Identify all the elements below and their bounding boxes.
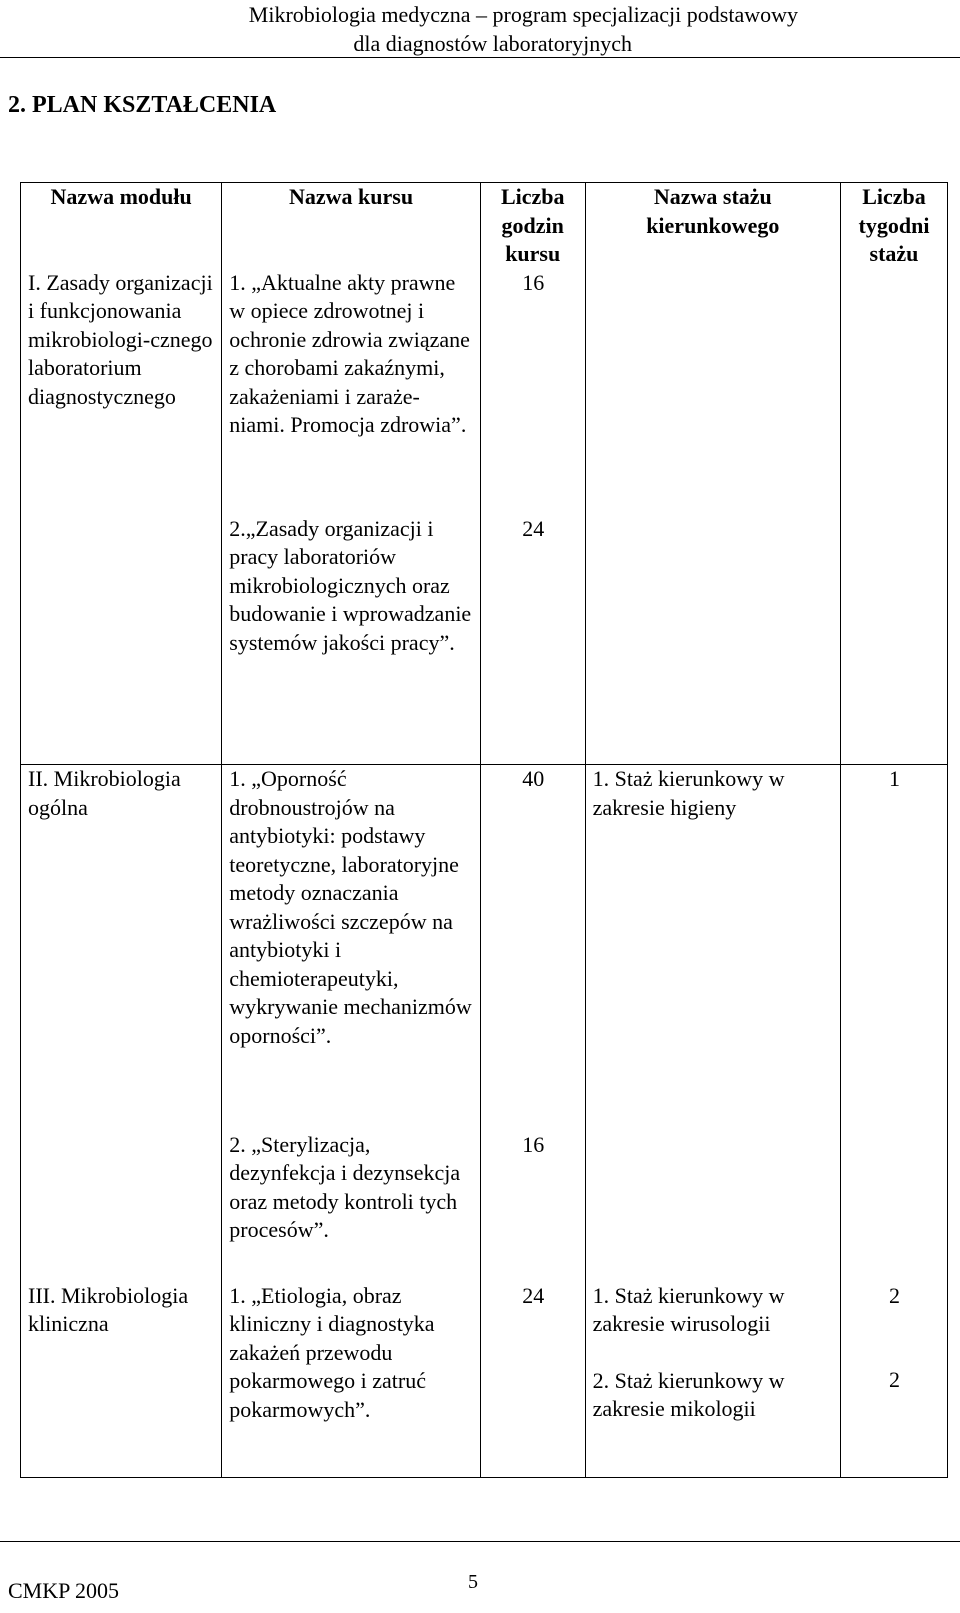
internship-cell: [585, 515, 840, 765]
internship-cell: [585, 1282, 840, 1478]
table-header-row: [21, 183, 948, 269]
section-title: 2. PLAN KSZTAŁCENIA: [8, 92, 277, 118]
internship-cell: 1. Staż kierunkowy w zakresie higieny: [585, 765, 840, 1131]
internship-cell: [585, 269, 840, 515]
header-line-2: dla diagnostów laboratoryjnych: [353, 31, 632, 56]
course-cell: 1. „Oporność drobnoustrojów na antybiotyki: podstawy teoretyczne, laboratoryjne metody oznaczania wrażliwości szczepów na antybiotyki i chemioterapeutyki, wykrywanie mechanizmów oporności”.: [222, 765, 481, 1131]
header-line-1: Mikrobiologia medyczna – program specjalizacji podstawowy: [248, 2, 798, 27]
weeks-cell: 1: [840, 765, 947, 1131]
column-header-course: Nazwa kursu: [222, 183, 481, 269]
table-row: [21, 765, 948, 1131]
hours-cell: 16: [480, 1131, 585, 1282]
table-row: [21, 1131, 948, 1282]
internship-cell: [585, 1131, 840, 1282]
module-cell: III. Mikrobiologia kliniczna: [21, 1282, 222, 1478]
footer-publisher: CMKP 2005: [8, 1578, 120, 1603]
module-cell: [21, 515, 222, 765]
module-cell: II. Mikrobiologia ogólna: [21, 765, 222, 1131]
footer-rule: [0, 1541, 960, 1542]
weeks-cell: [840, 1131, 947, 1282]
weeks-cell: [840, 515, 947, 765]
running-header: [0, 0, 960, 58]
training-plan-table: [20, 182, 948, 1478]
weeks-item: 2: [888, 1367, 900, 1392]
column-header-module: Nazwa modułu: [21, 183, 222, 269]
hours-cell: 16: [480, 269, 585, 515]
page-number: 5: [468, 1571, 478, 1593]
hours-cell: 24: [480, 515, 585, 765]
internship-item: 1. Staż kierunkowy w zakresie wirusologii: [592, 1282, 785, 1336]
table-row: [21, 1282, 948, 1478]
course-cell: 1. „Aktualne akty prawne w opiece zdrowotnej i ochronie zdrowia związane z chorobami zakaźnymi, zakażeniami i zaraże-niami. Promocja zdrowia”.: [222, 269, 481, 515]
course-cell: 2.„Zasady organizacji i pracy laboratoriów mikrobiologicznych oraz budowanie i wprowadzanie systemów jakości pracy”.: [222, 515, 481, 765]
weeks-cell: [840, 1282, 947, 1478]
hours-cell: 24: [480, 1282, 585, 1478]
module-cell: [21, 1131, 222, 1282]
hours-cell: 40: [480, 765, 585, 1131]
table-row: [21, 269, 948, 515]
weeks-item: 2: [888, 1282, 900, 1308]
column-header-hours: Liczba godzin kursu: [480, 183, 585, 269]
header-rule: [0, 57, 960, 58]
course-cell: 2. „Sterylizacja, dezynfekcja i dezynsekcja oraz metody kontroli tych procesów”.: [222, 1131, 481, 1282]
module-cell: I. Zasady organizacji i funkcjonowania mikrobiologi-cznego laboratorium diagnostycznego: [21, 269, 222, 515]
table-row: [21, 515, 948, 765]
column-header-weeks: Liczba tygodni stażu: [840, 183, 947, 269]
weeks-cell: [840, 269, 947, 515]
course-cell: 1. „Etiologia, obraz kliniczny i diagnostyka zakażeń przewodu pokarmowego i zatruć pokarmowych”.: [222, 1282, 481, 1478]
column-header-internship: Nazwa stażu kierunkowego: [585, 183, 840, 269]
internship-item: 2. Staż kierunkowy w zakresie mikologii: [592, 1367, 785, 1421]
